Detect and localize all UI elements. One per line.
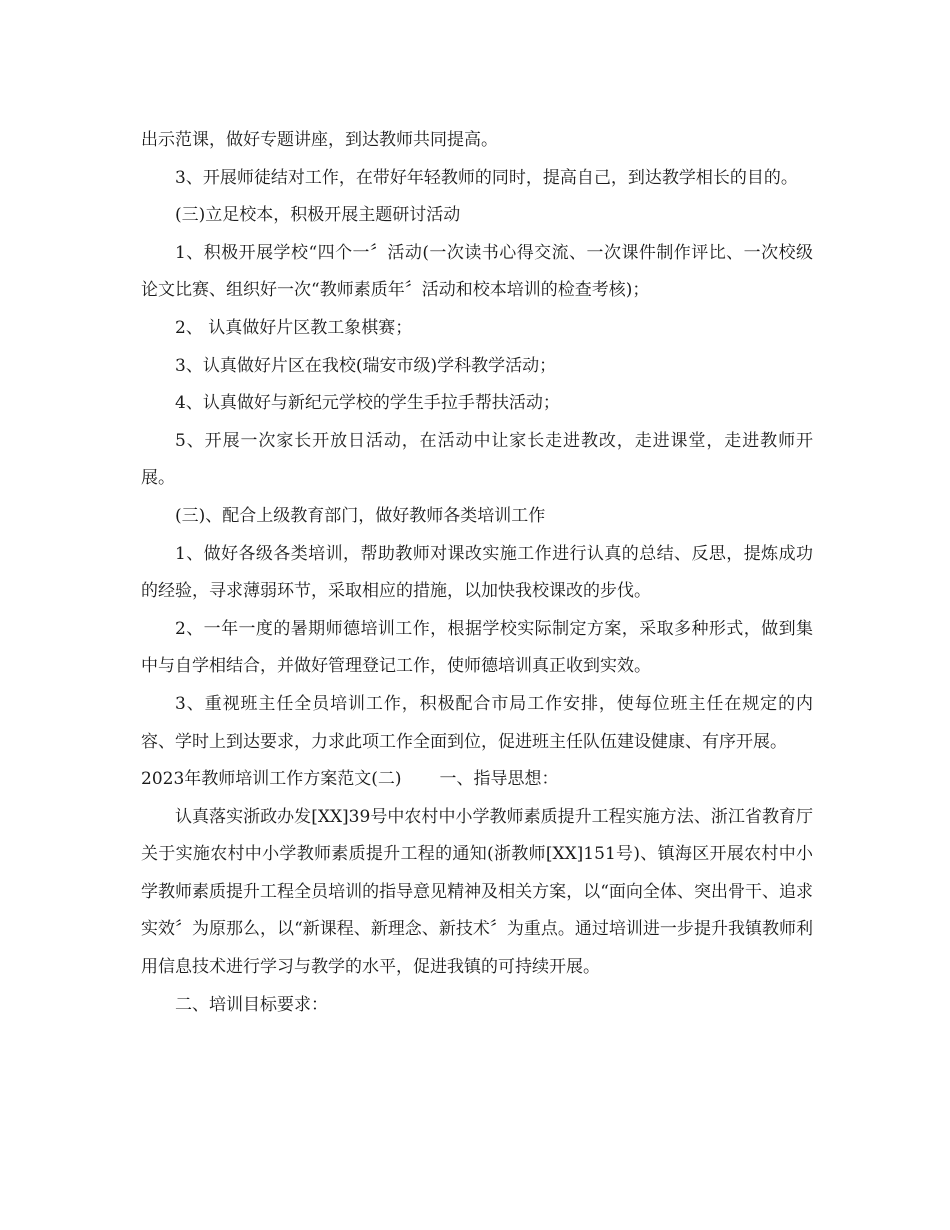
paragraph: 3、开展师徒结对工作，在带好年轻教师的同时，提高自己，到达教学相长的目的。 <box>175 167 798 188</box>
paragraph-group-1 <box>141 122 813 761</box>
paragraph: (三)立足校本，积极开展主题研讨活动 <box>175 205 461 226</box>
paragraph: 出示范课，做好专题讲座，到达教师共同提高。 <box>141 130 498 150</box>
paragraph: 5、开展一次家长开放日活动，在活动中让家长走进教改，走进课堂，走进教师开展。 <box>141 430 813 489</box>
paragraph: 1、做好各级各类培训，帮助教师对课改实施工作进行认真的总结、反思，提炼成功的经验，寻求薄弱环节，采取相应的措施，以加快我校课改的步伐。 <box>141 543 813 602</box>
paragraph: 2、一年一度的暑期师德培训工作，根据学校实际制定方案，采取多种形式，做到集中与自学相结合，并做好管理登记工作，使师德培训真正收到实效。 <box>141 618 813 677</box>
paragraph: 二、培训目标要求： <box>175 994 328 1015</box>
paragraph: 4、认真做好与新纪元学校的学生手拉手帮扶活动； <box>175 393 560 414</box>
paragraph: 1、积极开展学校“四个一〞活动(一次读书心得交流、一次课件制作评比、一次校级论文比赛、组织好一次“教师素质年〞活动和校本培训的检查考核)； <box>141 242 813 301</box>
paragraph-group-2 <box>141 799 813 1025</box>
paragraph: 认真落实浙政办发[XX]39号中农村中小学教师素质提升工程实施方法、浙江省教育厅关于实施农村中小学教师素质提升工程的通知(浙教师[XX]151号)、镇海区开展农村中小学教师素质提升工程全员培训的指导意见精神及相关方案，以“面向全体、突出骨干、追求实效〞为原那么，以“新课程、新理念、新技术〞为重点。通过培训进一步提升我镇教师利用信息技术进行学习与教学的水平，促进我镇的可持续开展。 <box>141 806 813 978</box>
paragraph: 3、认真做好片区在我校(瑞安市级)学科教学活动； <box>175 355 557 376</box>
document-body <box>141 122 813 1024</box>
document-title: 2023年教师培训工作方案范文(二) <box>141 769 402 790</box>
paragraph: (三)、配合上级教育部门，做好教师各类培训工作 <box>175 505 546 526</box>
section-heading: 一、指导思想： <box>439 769 559 790</box>
section-heading-line <box>141 761 813 799</box>
paragraph: 3、重视班主任全员培训工作，积极配合市局工作安排，使每位班主任在规定的内容、学时上到达要求，力求此项工作全面到位，促进班主任队伍建设健康、有序开展。 <box>141 693 813 752</box>
paragraph: 2、 认真做好片区教工象棋赛； <box>175 317 413 338</box>
